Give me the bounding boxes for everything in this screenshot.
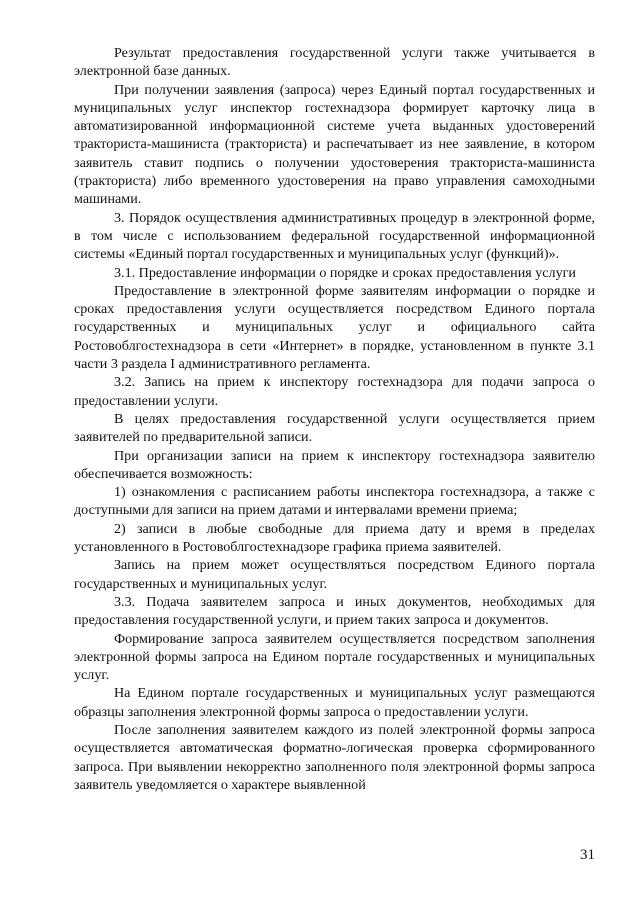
paragraph-2: При получении заявления (запроса) через Единый портал государственных и муниципальных услуг инспектор гостехнадзора формирует карточку лица в автоматизированной информационной системе учета выданных удостоверений тракториста-машиниста (тракториста) и распечатывает из нее заявление, в котором заявитель ставит подпись о получении удостоверения тракториста-машиниста (тракториста) либо временного удостоверения на право управления самоходными машинами. bbox=[74, 81, 595, 208]
page-number: 31 bbox=[580, 847, 595, 863]
paragraph-13: Формирование запроса заявителем осуществляется посредством заполнения электронной формы запроса на Едином портале государственных и муниципальных услуг. bbox=[74, 630, 595, 684]
paragraph-8: При организации записи на прием к инспектору гостехнадзора заявителю обеспечивается возможность: bbox=[74, 447, 595, 482]
body-text bbox=[74, 44, 595, 794]
paragraph-12: 3.3. Подача заявителем запроса и иных документов, необходимых для предоставления государственной услуги, и прием таких запроса и документов. bbox=[74, 593, 595, 629]
paragraph-1: Результат предоставления государственной услуги также учитывается в электронной базе данных. bbox=[74, 45, 595, 80]
paragraph-3: 3. Порядок осуществления административных процедур в электронной форме, в том числе с использованием федеральной государственной информационной системы «Единый портал государственных и муниципальных услуг (функций)». bbox=[74, 209, 595, 263]
paragraph-5: Предоставление в электронной форме заявителям информации о порядке и сроках предоставления услуги осуществляется посредством Единого портала государственных и муниципальных услуг и официального сайта Ростовоблгостехнадзора в сети «Интернет» в порядке, установленном в пункте 3.1 части 3 раздела I административного регламента. bbox=[74, 282, 595, 373]
paragraph-11: Запись на прием может осуществляться посредством Единого портала государственных и муниципальных услуг. bbox=[74, 557, 595, 592]
paragraph-4: 3.1. Предоставление информации о порядке и сроках предоставления услуги bbox=[114, 264, 576, 281]
paragraph-9: 1) ознакомления с расписанием работы инспектора гостехнадзора, а также с доступными для записи на прием датами и интервалами времени приема; bbox=[74, 484, 595, 519]
paragraph-6: 3.2. Запись на прием к инспектору гостехнадзора для подачи запроса о предоставлении услуги. bbox=[74, 374, 595, 409]
paragraph-14: На Едином портале государственных и муниципальных услуг размещаются образцы заполнения электронной формы запроса о предоставлении услуги. bbox=[74, 685, 595, 720]
paragraph-7: В целях предоставления государственной услуги осуществляется прием заявителей по предварительной записи. bbox=[74, 410, 595, 446]
paragraph-15: После заполнения заявителем каждого из полей электронной формы запроса осуществляется автоматическая форматно-логическая проверка сформированного запроса. При выявлении некорректно заполненного поля электронной формы запроса заявитель уведомляется о характере выявленной bbox=[74, 721, 595, 793]
paragraph-10: 2) записи в любые свободные для приема дату и время в пределах установленного в Ростовоблгостехнадзоре графика приема заявителей. bbox=[74, 520, 595, 556]
